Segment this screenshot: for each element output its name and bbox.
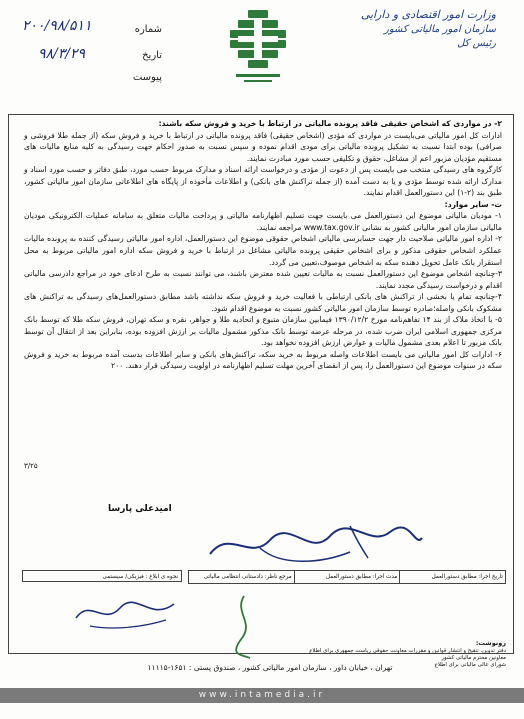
- section-heading: ث- سایر موارد:: [444, 199, 502, 209]
- number-label: شماره: [134, 24, 162, 35]
- letterhead-organization: [346, 8, 496, 49]
- organization-name: سازمان امور مالیاتی کشور: [384, 24, 496, 35]
- ministry-name: وزارت امور اقتصادی و دارایی: [360, 8, 496, 21]
- distribution-item: دفتر تدوین، تنقیح و انتشار قوانین و مقررات معاونت حقوقی ریاست جمهوری برای اطلاع: [309, 648, 506, 654]
- attachment-label: پیوست: [132, 72, 162, 83]
- paragraph: ادارات کل امور مالیاتی می‌بایست در مواردی که مؤدی (اشخاص حقیقی) فاقد پرونده مالیاتی در ارتباط با خرید و فروش سکه (از جمله طلا فروشی و صرافی) بوده ابتدا نسبت به تشکیل پرونده مالیاتی برای مودی اقدام نموده و سپس نسبت به صدور احکام جهت رسیدگی به کلیه منابع مالیات های مستقیم مؤدیان مزبور اعم از مشاغل، حقوق و تکلیفی حسب مورد مبادرت نمایند.: [24, 130, 502, 163]
- date-label: تاریخ: [142, 50, 162, 61]
- footer-website: www.intamedia.ir: [0, 688, 524, 703]
- paragraph: ۶- ادارات کل امور مالیاتی می بایست اطلاعات واصله مربوط به خرید سکه، تراکنش‌های بانکی و سایر اطلاعات بدست آمده مربوط به خرید و فروش سکه در سنوات موضوع این دستورالعمل را، پس از انقضای آخرین مهلت تسلیم اظهارنامه در اولویت رسیدگی قرار دهند. ۲۰۰: [24, 349, 502, 371]
- routing-cell: مرجع ناظر: دادستانی انتظامی مالیاتی: [203, 574, 292, 580]
- section-heading: ۲- در مواردی که اشخاص حقیقی فاقد پرونده مالیاتی در ارتباط با خرید و فروش سکه باشند:: [158, 119, 502, 128]
- delivery-method: نحوه ی ابلاغ : فیزیکی/ سیستمی: [22, 570, 182, 582]
- routing-table: [188, 570, 506, 584]
- paragraph: ۵- با اتخاذ ملاک از بند ۱۴ تفاهم‌نامه مورخ ۱۳۹۰/۱۲/۲ فیمابین سازمان متبوع و اتحادیه طلا و جواهر، نقره و سکه تهران، فروش سکه طلا که توسط بانک مرکزی جمهوری اسلامی ایران ضرب شده، در مرحله عرضه توسط بانک مذکور مشمول مالیات بر ارزش افزوده بوده، بنابراین بعد از انتقال آن توسط بانک مزبور تا اعلام بعدی مشمول مالیات و عوارض ارزش افزوده نخواهد بود.: [24, 315, 502, 348]
- distribution-item: معاونین محترم مالیاتی کشور: [441, 655, 506, 661]
- paragraph: ۲- اداره امور مالیاتی صلاحیت دار جهت حسابرسی مالیاتی اشخاص حقوقی موضوع این دستورالعمل، اداره امور مالیاتی رسیدگی کننده به پرونده مالیات عملکرد اشخاص حقوقی مذکور و برای اشخاص حقیقی پرونده مالیاتی مشاغل در ارتباط با خرید و فروش سکه اداره امور مالیاتی مربوط به محل استقرار بانک عامل تحویل دهنده سکه به اشخاص موصوف،تعیین می گردد.: [24, 234, 502, 267]
- office-name: رئیس کل: [457, 38, 496, 49]
- handwritten-date-mark: ۳/۲۵: [24, 462, 38, 470]
- handwritten-signature: [200, 518, 430, 568]
- organization-logo: [224, 6, 292, 94]
- footer-address: تهران ، خیابان داور ، سازمان امور مالیاتی کشور ، صندوق پستی : ۱۶۵۱-۱۱۱۱۵: [147, 663, 393, 672]
- routing-row: [189, 571, 505, 583]
- signatory-name: امیدعلی پارسا: [108, 504, 172, 514]
- letter-date: ۹۸/۳/۲۹: [38, 46, 86, 62]
- paragraph: ۳-چنانچه اشخاص موضوع این دستورالعمل نسبت به مالیات تعیین شده معترض باشند، می توانند نسبت به طرح ادعای خود در مراجع دادرسی مالیاتی اقدام و درخواست رسیدگی مجدد نمایند.: [24, 269, 502, 290]
- letter-number: ۲۰۰/۹۸/۵۱۱: [22, 18, 92, 34]
- letter-metadata: [22, 10, 162, 96]
- handwritten-note: [70, 592, 180, 632]
- paragraph: ۴-چنانچه تمام یا بخشی از تراکنش های بانکی ارتباطی با فعالیت خرید و فروش سکه نداشته باشد مطابق دستورالعمل‌های رسیدگی به تراکنش های مشکوک بانکی واصله؛صادره توسط سازمان امور مالیاتی کشور نسبت به موضوع اقدام شود.: [24, 292, 502, 313]
- paragraph: ۱- مودیان مالیاتی موضوع این دستورالعمل می بایست جهت تسلیم اظهارنامه مالیاتی و پرداخت مالیات متعلق به سامانه عملیات الکترونیکی مودیان مالیاتی سازمان امور مالیاتی کشور به نشانی www.tax.gov.ir مراجعه نمایند.: [24, 211, 502, 232]
- distribution-heading: رونوشت:: [475, 639, 506, 647]
- paragraph: کارگروه های رسیدگی منتخب می بایست پس از دعوت از مؤدی و درخواست ارائه اسناد و مدارک مربوط حسب مورد، طبق دفاتر و حسب مورد اسناد و مدارک ارائه شده توسط مؤدی و یا به دست آمده (از جمله تراکنش های بانکی) و اطلاعات مأخوذه از پایگاه های اطلاعاتی سازمان امور مالیاتی کشور، طبق بند (۲-۱) این دستورالعمل اقدام نمایند.: [24, 165, 502, 198]
- distribution-item: شورای عالی مالیاتی برای اطلاع: [434, 662, 506, 668]
- routing-cell: تاریخ اجرا: مطابق دستورالعمل: [399, 571, 505, 583]
- routing-cell: مدت اجرا: مطابق دستورالعمل: [294, 571, 400, 583]
- letter-body: [24, 118, 502, 372]
